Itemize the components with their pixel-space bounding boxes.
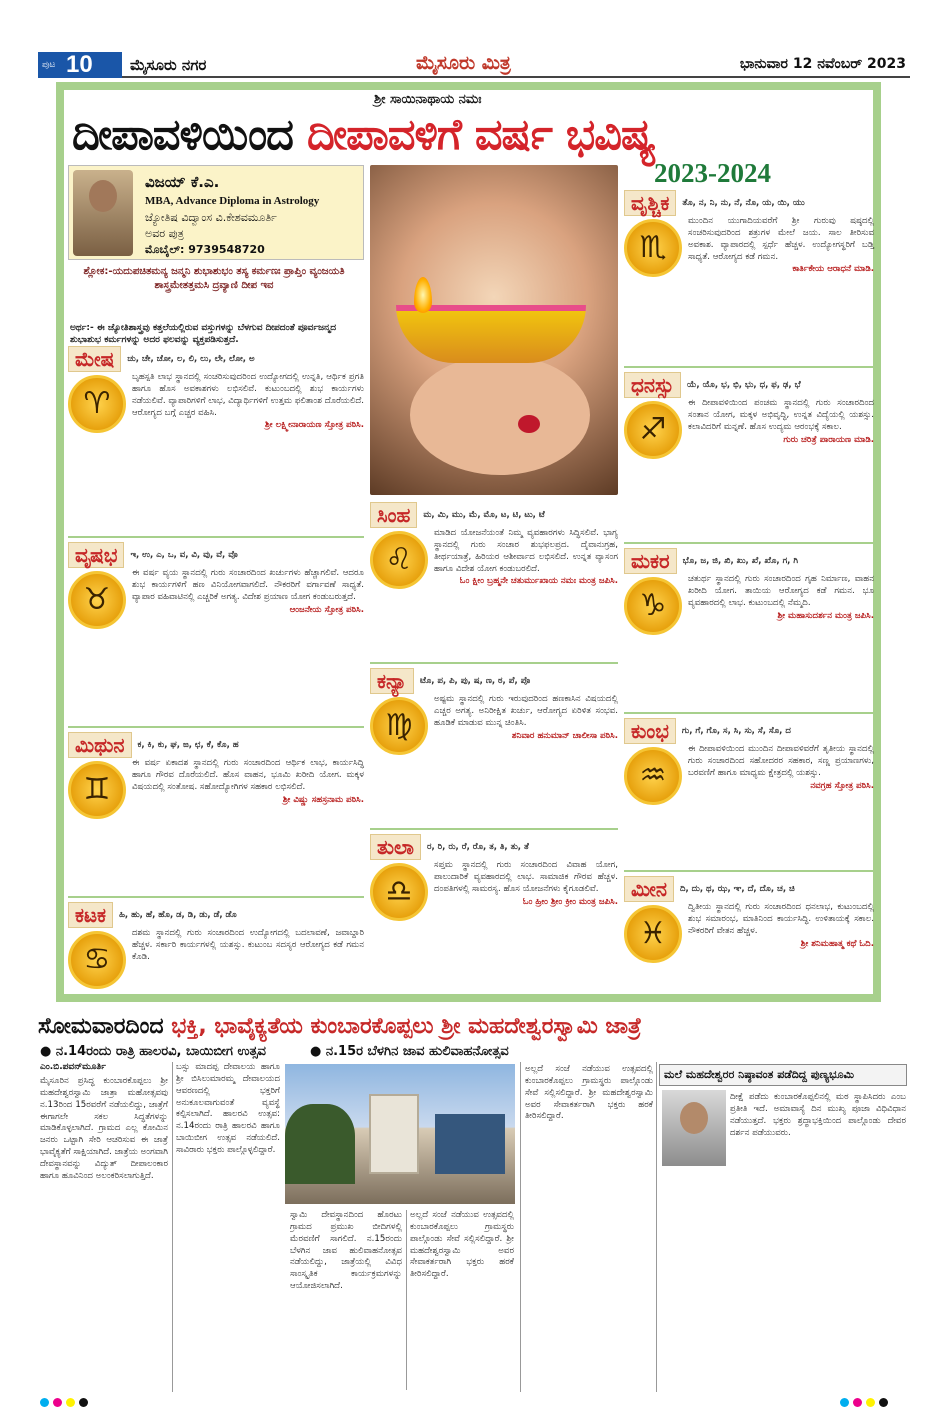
sign-mithuna (68, 732, 364, 821)
sign-remedy: ಆಂಜನೇಯ ಸ್ತೋತ್ರ ಪಠಿಸಿ. (289, 604, 364, 615)
diya-lamp (396, 305, 586, 363)
ram-icon: ♈ (68, 375, 126, 433)
sign-kataka (68, 902, 364, 991)
sign-text: ಈ ದೀಪಾವಳಿಯಿಂದ ಮುಂದಿನ ದೀಪಾವಳಿವರೆಗೆ ತೃತೀಯ ಸ್ಥಾನದಲ್ಲಿ ಗುರು ಸಂಚಾರದಿಂದ ಸಹೋದರರ ಸಹಕಾರ, ಸಣ್ಣ ಪ್ರಯಾಣಗಳು, ಬರವಣಿಗೆ ಹಾಗೂ ಮಾಧ್ಯಮ ಕ್ಷೇತ್ರದಲ್ಲಿ ಯಶಸ್ಸು. (688, 744, 874, 778)
cyan-dot (840, 1398, 849, 1407)
sign-text: ಸಪ್ತಮ ಸ್ಥಾನದಲ್ಲಿ ಗುರು ಸಂಚಾರದಿಂದ ವಿವಾಹ ಯೋಗ, ಪಾಲುದಾರಿಕೆ ವ್ಯವಹಾರದಲ್ಲಿ ಲಾಭ. ಸಾಮಾಜಿಕ ಗೌರವ ಹೆಚ್ಚಳ. ದಂಪತಿಗಳಲ್ಲಿ ಸಾಮರಸ್ಯ. ಹೊಸ ಯೋಜನೆಗಳು ಕೈಗೂಡಲಿವೆ. (434, 860, 618, 894)
water-bearer-icon: ♒ (624, 747, 682, 805)
sign-text: ಈ ವರ್ಷ ವ್ಯಯ ಸ್ಥಾನದಲ್ಲಿ ಗುರು ಸಂಚಾರದಿಂದ ಖರ್ಚುಗಳು ಹೆಚ್ಚಾಗಲಿವೆ. ಆದರೂ ಶುಭ ಕಾರ್ಯಗಳಿಗೆ ಹಣ ವಿನಿಯೋಗವಾಗಲಿದೆ. ನೌಕರರಿಗೆ ವರ್ಗಾವಣೆ ಸಾಧ್ಯತೆ. ವ್ಯಾಪಾರ ವಹಿವಾಟಿನಲ್ಲಿ ಎಚ್ಚರಿಕೆ ಅಗತ್ಯ. ವಿದೇಶ ಪ್ರಯಾಣ ಯೋಗ ಕಂಡುಬರುತ್ತದೆ. (132, 568, 364, 602)
sign-title: ವೃಶ್ಚಿಕ (624, 190, 676, 216)
sign-remedy: ಶ್ರೀ ವಿಷ್ಣು ಸಹಸ್ರನಾಮ ಪಠಿಸಿ. (282, 794, 364, 805)
divider (68, 726, 364, 728)
sign-text: ದ್ವಿತೀಯ ಸ್ಥಾನದಲ್ಲಿ ಗುರು ಸಂಚಾರದಿಂದ ಧನಲಾಭ, ಕುಟುಂಬದಲ್ಲಿ ಶುಭ ಸಮಾರಂಭ, ಮಾತಿನಿಂದ ಕಾರ್ಯಸಿದ್ಧಿ. ಉಳಿತಾಯಕ್ಕೆ ಸಕಾಲ. ನೌಕರರಿಗೆ ವೇತನ ಹೆಚ್ಚಳ. (688, 902, 874, 936)
invocation: ಶ್ರೀ ಸಾಯಿನಾಥಾಯ ನಮಃ (374, 92, 482, 107)
sign-remedy: ನವಗ್ರಹ ಸ್ತೋತ್ರ ಪಠಿಸಿ. (810, 780, 874, 791)
sign-text: ಈ ವರ್ಷ ಏಕಾದಶ ಸ್ಥಾನದಲ್ಲಿ ಗುರು ಸಂಚಾರದಿಂದ ಆರ್ಥಿಕ ಲಾಭ, ಕಾರ್ಯಸಿದ್ಧಿ ಹಾಗೂ ಗೌರವ ದೊರೆಯಲಿದೆ. ಹೊಸ ವಾಹನ, ಭೂಮಿ ಖರೀದಿ ಯೋಗ. ಮಕ್ಕಳ ವಿಷಯದಲ್ಲಿ ಸಂತೋಷ. ಸಹೋದ್ಯೋಗಿಗಳ ಸಹಕಾರ ಲಭಿಸಲಿದೆ. (132, 758, 364, 792)
story-column-3: ಸ್ವಾಮಿ ದೇವಸ್ಥಾನದಿಂದ ಹೊರಟು ಗ್ರಾಮದ ಪ್ರಮುಖ ಬೀದಿಗಳಲ್ಲಿ ಮೆರವಣಿಗೆ ಸಾಗಲಿದೆ. ನ.15ರಂದು ಬೆಳಗಿನ ಜಾವ ಹುಲಿವಾಹನೋತ್ಸವ ನಡೆಯಲಿದ್ದು, ಜಾತ್ರೆಯಲ್ಲಿ ವಿವಿಧ ಸಾಂಸ್ಕೃತಿಕ ಕಾರ್ಯಕ್ರಮಗಳನ್ನು ಆಯೋಜಿಸಲಾಗಿದೆ. (290, 1210, 402, 1292)
flame-icon (414, 277, 432, 313)
author-phone: ಮೊಬೈಲ್: 9739548720 (145, 242, 265, 256)
nail-shape (518, 415, 540, 433)
story-column-2: ಬಸ್ಸು ಮಾದಪ್ಪ ದೇವಾಲಯ ಹಾಗೂ ಶ್ರೀ ಬಿಸಿಲುಮಾರಮ್ಮ ದೇವಾಲಯದ ಆವರಣದಲ್ಲಿ ಭಕ್ತರಿಗೆ ಅನುಕೂಲವಾಗುವಂತೆ ವ್ಯವಸ್ಥೆ ಕಲ್ಪಿಸಲಾಗಿದೆ. ಹಾಲರವಿ ಉತ್ಸವ: ನ.14ರಂದು ರಾತ್ರಿ ಹಾಲರವಿ ಹಾಗೂ ಬಾಯಿಬೀಗ ಉತ್ಸವ ನಡೆಯಲಿದೆ. ಸಾವಿರಾರು ಭಕ್ತರು ಪಾಲ್ಗೊಳ್ಳಲಿದ್ದಾರೆ. (176, 1062, 280, 1156)
print-registration-marks-right (840, 1398, 888, 1408)
sign-letters: ಟೊ, ಪ, ಪಿ, ಪು, ಷ, ಣ, ಠ, ಪೆ, ಪೊ (419, 676, 531, 686)
author-name: ವಿಜಯ್ ಕೆ.ಎ. (145, 173, 220, 191)
story-column-1: ಮೈಸೂರಿನ ಪ್ರಸಿದ್ಧ ಕುಂಬಾರಕೊಪ್ಪಲು ಶ್ರೀ ಮಹದೇಶ್ವರಸ್ವಾಮಿ ಜಾತ್ರಾ ಮಹೋತ್ಸವವು ನ.13ರಿಂದ 15ರವರೆಗೆ ನಡೆಯಲಿದ್ದು, ಜಾತ್ರೆಗೆ ಈಗಾಗಲೇ ಸಕಲ ಸಿದ್ಧತೆಗಳನ್ನು ಮಾಡಿಕೊಳ್ಳಲಾಗಿದೆ. ಗ್ರಾಮದ ಎಲ್ಲ ಕೋಮಿನ ಜನರು ಒಟ್ಟಾಗಿ ಸೇರಿ ಆಚರಿಸುವ ಈ ಜಾತ್ರೆ ಭಾವೈಕ್ಯತೆಗೆ ಸಾಕ್ಷಿಯಾಗಿದೆ. ಜಾತ್ರೆಯ ಅಂಗವಾಗಿ ದೇವಸ್ಥಾನವನ್ನು ವಿದ್ಯುತ್ ದೀಪಾಲಂಕಾರ ಹಾಗೂ ಹೂವಿನಿಂದ ಅಲಂಕರಿಸಲಾಗುತ್ತಿದೆ. (40, 1076, 168, 1181)
divider (624, 366, 874, 368)
sign-remedy: ಶ್ರೀ ಶನಿಮಹಾತ್ಮ ಕಥೆ ಓದಿ. (800, 938, 874, 949)
story-column-4: ಅಲ್ಲದೆ ಸಂಜೆ ನಡೆಯುವ ಉತ್ಸವದಲ್ಲಿ ಕುಂಬಾರಕೊಪ್ಪಲು ಗ್ರಾಮಸ್ಥರು ಪಾಲ್ಗೊಂಡು ಸೇವೆ ಸಲ್ಲಿಸಲಿದ್ದಾರೆ. ಶ್ರೀ ಮಹದೇಶ್ವರಸ್ವಾಮಿ ಅವರ ಸೇವಾಕರ್ತರಾಗಿ ಭಕ್ತರು ಹರಕೆ ತೀರಿಸಲಿದ್ದಾರೆ. (525, 1064, 653, 1122)
divider (624, 712, 874, 714)
author-role: ಅವರ ಪುತ್ರ (145, 226, 184, 240)
twins-icon: ♊ (68, 761, 126, 819)
diya-photo (370, 165, 618, 495)
archer-icon: ♐ (624, 401, 682, 459)
divider (370, 662, 618, 664)
goat-icon: ♑ (624, 577, 682, 635)
horoscope-feature (56, 82, 881, 1002)
story-headline (38, 1014, 910, 1039)
author-box (68, 165, 364, 260)
sign-title: ಕಟಕ (68, 902, 113, 928)
sign-remedy: ಕಾರ್ತಿಕೇಯ ಆರಾಧನೆ ಮಾಡಿ. (792, 264, 874, 275)
sign-letters: ಗು, ಗೆ, ಗೊ, ಸ, ಸಿ, ಸು, ಸೆ, ಸೊ, ದ (681, 726, 791, 736)
yellow-dot (66, 1398, 75, 1407)
cyan-dot (40, 1398, 49, 1407)
divider (624, 870, 874, 872)
column-rule (406, 1210, 407, 1390)
sign-vrushabha (68, 542, 364, 631)
column-rule (656, 1062, 657, 1392)
magenta-dot (53, 1398, 62, 1407)
author-info (145, 172, 319, 258)
story-column-5: ದೀಕ್ಷೆ ಪಡೆದು ಕುಂಬಾರಕೊಪ್ಪಲಿನಲ್ಲಿ ಮಠ ಸ್ಥಾಪಿಸಿದರು ಎಂಬ ಪ್ರತೀತಿ ಇದೆ. ಅಮಾವಾಸ್ಯೆ ದಿನ ಮುಖ್ಯ ಪೂಜಾ ವಿಧಿವಿಧಾನ ನಡೆಯುತ್ತದೆ. ಭಕ್ತರು ಶ್ರದ್ಧಾಭಕ್ತಿಯಿಂದ ಪಾಲ್ಗೊಂಡು ದೇವರ ದರ್ಶನ ಪಡೆಯುವರು. (730, 1092, 906, 1138)
sign-letters: ಭೊ, ಜ, ಜಿ, ಖಿ, ಖು, ಖೆ, ಖೊ, ಗ, ಗಿ (682, 556, 798, 566)
scales-icon: ♎ (370, 863, 428, 921)
sign-letters: ಮ, ಮಿ, ಮು, ಮೆ, ಮೊ, ಟ, ಟಿ, ಟು, ಟೆ (423, 510, 545, 520)
sign-title: ಕನ್ಯಾ (370, 668, 414, 694)
page-number: 10 (66, 51, 93, 78)
divider (370, 828, 618, 830)
issue-date: ಭಾನುವಾರ 12 ನವೆಂಬರ್ 2023 (739, 56, 906, 72)
headline-part-2: ದೀಪಾವಳಿಗೆ ವರ್ಷ ಭವಿಷ್ಯ (306, 110, 656, 160)
page-label: ಪುಟ (42, 60, 56, 70)
black-dot (79, 1398, 88, 1407)
year-range: 2023-2024 (654, 158, 771, 188)
tree-shape (285, 1104, 355, 1184)
sign-remedy: ಗುರು ಚರಿತ್ರೆ ಪಾರಾಯಣ ಮಾಡಿ. (783, 434, 874, 445)
sign-letters: ಹಿ, ಹು, ಹೆ, ಹೊ, ಡ, ಡಿ, ಡು, ಡೆ, ಡೊ (119, 910, 237, 920)
sign-text: ದಶಮ ಸ್ಥಾನದಲ್ಲಿ ಗುರು ಸಂಚಾರದಿಂದ ಉದ್ಯೋಗದಲ್ಲಿ ಬದಲಾವಣೆ, ಜವಾಬ್ದಾರಿ ಹೆಚ್ಚಳ. ಸರ್ಕಾರಿ ಕಾರ್ಯಗಳಲ್ಲಿ ಯಶಸ್ಸು. ಕುಟುಂಬ ಸದಸ್ಯರ ಆರೋಗ್ಯದ ಕಡೆ ಗಮನ ಕೊಡಿ. (132, 928, 364, 962)
page-number-badge (38, 52, 122, 78)
temple-photo (285, 1064, 515, 1204)
story-headline-b: ಭಕ್ತಿ, ಭಾವೈಕ್ಯತೆಯ ಕುಂಬಾರಕೊಪ್ಪಲು ಶ್ರೀ ಮಹದೇಶ್ವರಸ್ವಾಮಿ ಜಾತ್ರೆ (171, 1014, 642, 1039)
temple-tower (369, 1094, 419, 1174)
temple-shed (435, 1114, 505, 1174)
sign-title: ಮೇಷ (68, 346, 121, 372)
black-dot (879, 1398, 888, 1407)
sidebar-headline: ಮಲೆ ಮಹದೇಶ್ವರರ ನಿಷ್ಠಾವಂತ ಪಡೆದಿದ್ದ ಪುಣ್ಯಭೂಮಿ (659, 1064, 907, 1086)
sign-text: ಬೃಹಸ್ಪತಿ ಲಾಭ ಸ್ಥಾನದಲ್ಲಿ ಸಂಚರಿಸುವುದರಿಂದ ಉದ್ಯೋಗದಲ್ಲಿ ಉನ್ನತಿ, ಆರ್ಥಿಕ ಪ್ರಗತಿ ಹಾಗೂ ಹೊಸ ಅವಕಾಶಗಳು ಲಭಿಸಲಿವೆ. ಕುಟುಂಬದಲ್ಲಿ ಶುಭ ಕಾರ್ಯಗಳು ನಡೆಯಲಿವೆ. ವ್ಯಾಪಾರಿಗಳಿಗೆ ಲಾಭ, ವಿದ್ಯಾರ್ಥಿಗಳಿಗೆ ಉತ್ತಮ ಫಲಿತಾಂಶ ದೊರೆಯಲಿದೆ. ಆರೋಗ್ಯದ ಬಗ್ಗೆ ಎಚ್ಚರ ವಹಿಸಿ. (132, 372, 364, 418)
section-name: ಮೈಸೂರು ನಗರ (130, 56, 207, 74)
sign-makara (624, 548, 874, 637)
hand-shape (410, 355, 590, 475)
sign-title: ಮಕರ (624, 548, 677, 574)
sign-meena (624, 876, 874, 965)
column-rule (172, 1062, 173, 1392)
sign-remedy: ಶ್ರೀ ಲಕ್ಷ್ಮೀನಾರಾಯಣ ಸ್ತೋತ್ರ ಪಠಿಸಿ. (265, 420, 364, 431)
sign-letters: ಯೆ, ಯೊ, ಭ, ಭಿ, ಭು, ಧ, ಫ, ಢ, ಭೆ (686, 380, 801, 390)
sign-vrushchika (624, 190, 874, 279)
sloka: ಶ್ಲೋಕ:-ಯದುಪಚಿತಮನ್ಯ ಜನ್ಮನಿ ಶುಭಾಶುಭಂ ತಸ್ಯ ಕರ್ಮಣಃ ಪ್ರಾಪ್ತಿಂ ವ್ಯಂಜಯತಿ ಶಾಸ್ತ್ರಮೇತತ್ತಮಸಿ ದ್ರವ್ಯಾಣಿ ದೀಪ ಇವ (83, 266, 345, 291)
fish-icon: ♓ (624, 905, 682, 963)
author-photo (73, 170, 133, 256)
sign-tula (370, 834, 618, 923)
sign-remedy: ಓಂ ಹ್ರೀಂ ಶ್ರೀಂ ಕ್ರೀಂ ಮಂತ್ರ ಜಪಿಸಿ. (522, 896, 618, 907)
author-title: ಜ್ಯೋತಿಷ ವಿದ್ವಾಂಸ ವಿ.ಕೇಶವಮೂರ್ತಿ (145, 210, 277, 224)
sign-remedy: ಓಂ ಕ್ಷೀಂ ಬ್ರಹ್ಮನೇ ಚತುರ್ಮುಖಾಯ ನಮಃ ಮಂತ್ರ ಜಪಿಸಿ. (459, 576, 618, 587)
story-headline-a: ಸೋಮವಾರದಿಂದ (38, 1014, 172, 1039)
sign-letters: ಕ, ಕಿ, ಕು, ಘ, ಙ, ಛ, ಕೆ, ಕೊ, ಹ (137, 740, 239, 750)
sign-text: ಮಾಡಿದ ಯೋಜನೆಯಂತೆ ನಿಮ್ಮ ವ್ಯವಹಾರಗಳು ಸಿದ್ಧಿಸಲಿವೆ. ಭಾಗ್ಯ ಸ್ಥಾನದಲ್ಲಿ ಗುರು ಸಂಚಾರ ಶುಭಫಲಪ್ರದ. ದೈವಾನುಗ್ರಹ, ತೀರ್ಥಯಾತ್ರೆ, ಹಿರಿಯರ ಆಶೀರ್ವಾದ ಲಭಿಸಲಿದೆ. ಉನ್ನತ ವ್ಯಾಸಂಗ ಹಾಗೂ ವಿದೇಶ ಯೋಗ ಕಂಡುಬರಲಿದೆ. (434, 528, 618, 574)
sign-letters: ತೊ, ನ, ನಿ, ನು, ನೆ, ನೊ, ಯ, ಯಿ, ಯು (682, 198, 805, 208)
column-rule (520, 1062, 521, 1392)
intro-text: ಅರ್ಥ:- ಈ ಜ್ಯೋತಿಶಾಸ್ತ್ರವು ಕತ್ತಲೆಯಲ್ಲಿರುವ ವಸ್ತುಗಳನ್ನು ಬೆಳಗುವ ದೀಪದಂತೆ ಪೂರ್ವಜನ್ಮದ ಶುಭಾಶುಭ ಕರ್ಮಗಳನ್ನು ಅದರ ಫಲವನ್ನು ವ್ಯಕ್ತಪಡಿಸುತ್ತದೆ. (70, 323, 337, 346)
sign-letters: ಇ, ಉ, ಎ, ಒ, ವ, ವಿ, ವು, ವೆ, ವೊ (130, 550, 238, 560)
sign-letters: ರ, ರಿ, ರು, ರೆ, ರೊ, ತ, ತಿ, ತು, ತೆ (426, 842, 529, 852)
story-subhead-1: ● ನ.14ರಂದು ರಾತ್ರಿ ಹಾಲರವಿ, ಬಾಯಿಬೀಗ ಉತ್ಸವ (40, 1044, 266, 1059)
sign-title: ತುಲಾ (370, 834, 421, 860)
sign-text: ಚತುರ್ಥ ಸ್ಥಾನದಲ್ಲಿ ಗುರು ಸಂಚಾರದಿಂದ ಗೃಹ ನಿರ್ಮಾಣ, ವಾಹನ ಖರೀದಿ ಯೋಗ. ತಾಯಿಯ ಆರೋಗ್ಯದ ಕಡೆ ಗಮನ. ಭೂ ವ್ಯವಹಾರದಲ್ಲಿ ಲಾಭ. ಕುಟುಂಬದಲ್ಲಿ ನೆಮ್ಮದಿ. (688, 574, 874, 608)
sign-title: ಮಿಥುನ (68, 732, 132, 758)
sign-kanya (370, 668, 618, 757)
maiden-icon: ♍ (370, 697, 428, 755)
sign-remedy: ಶನಿವಾರ ಹನುಮಾನ್ ಚಾಲೀಸಾ ಪಠಿಸಿ. (511, 730, 618, 741)
scorpion-icon: ♏ (624, 219, 682, 277)
sign-title: ಕುಂಭ (624, 718, 676, 744)
divider (68, 896, 364, 898)
headline-part-1: ದೀಪಾವಳಿಯಿಂದ (72, 110, 307, 160)
elder-photo (662, 1090, 726, 1166)
print-registration-marks-left (40, 1398, 88, 1408)
masthead (38, 52, 910, 78)
story-column-4a: ಅಲ್ಲದೆ ಸಂಜೆ ನಡೆಯುವ ಉತ್ಸವದಲ್ಲಿ ಕುಂಬಾರಕೊಪ್ಪಲು ಗ್ರಾಮಸ್ಥರು ಪಾಲ್ಗೊಂಡು ಸೇವೆ ಸಲ್ಲಿಸಲಿದ್ದಾರೆ. ಶ್ರೀ ಮಹದೇಶ್ವರಸ್ವಾಮಿ ಅವರ ಸೇವಾಕರ್ತರಾಗಿ ಭಕ್ತರು ಹರಕೆ ತೀರಿಸಲಿದ್ದಾರೆ. (410, 1210, 514, 1280)
byline: ಎಂ.ಬಿ.ಪವನ್‌ಮೂರ್ತಿ (40, 1062, 106, 1072)
feature-headline (72, 110, 872, 160)
magenta-dot (853, 1398, 862, 1407)
divider (68, 536, 364, 538)
sign-title: ವೃಷಭ (68, 542, 124, 568)
sign-title: ಮೀನ (624, 876, 674, 902)
sign-simha (370, 502, 618, 591)
sign-kumbha (624, 718, 874, 807)
sign-remedy: ಶ್ರೀ ಮಹಾಸುದರ್ಶನ ಮಂತ್ರ ಜಪಿಸಿ. (777, 610, 874, 621)
sign-text: ಮುಂದಿನ ಯುಗಾದಿಯವರೆಗೆ ಶ್ರೀ ಗುರುವು ಷಷ್ಠದಲ್ಲಿ ಸಂಚರಿಸುವುದರಿಂದ ಶತ್ರುಗಳ ಮೇಲೆ ಜಯ. ಸಾಲ ತೀರಿಸುವ ಅವಕಾಶ. ವ್ಯಾಪಾರದಲ್ಲಿ ಸ್ಪರ್ಧೆ ಹೆಚ್ಚಳ. ಉದ್ಯೋಗಸ್ಥರಿಗೆ ಬಡ್ತಿ ಸಾಧ್ಯತೆ. ಆರೋಗ್ಯದ ಕಡೆ ಗಮನ. (688, 216, 874, 262)
sign-mesha (68, 346, 364, 435)
crab-icon: ♋ (68, 931, 126, 989)
lion-icon: ♌ (370, 531, 428, 589)
story-subhead-2: ● ನ.15ರ ಬೆಳಗಿನ ಜಾವ ಹುಲಿವಾಹನೋತ್ಸವ (310, 1044, 509, 1059)
sign-letters: ದಿ, ದು, ಥ, ಝ, ಞ, ದೆ, ದೊ, ಚ, ಚಿ (680, 884, 795, 894)
sign-text: ಅಷ್ಟಮ ಸ್ಥಾನದಲ್ಲಿ ಗುರು ಇರುವುದರಿಂದ ಹಣಕಾಸಿನ ವಿಷಯದಲ್ಲಿ ಎಚ್ಚರ ಅಗತ್ಯ. ಅನಿರೀಕ್ಷಿತ ಖರ್ಚು, ಆರೋಗ್ಯದ ಏರಿಳಿತ ಸಂಭವ. ಹೂಡಿಕೆ ಮಾಡುವ ಮುನ್ನ ಚಿಂತಿಸಿ. (434, 694, 618, 728)
sign-dhanassu (624, 372, 874, 461)
sign-title: ಸಿಂಹ (370, 502, 417, 528)
author-qualification: MBA, Advance Diploma in Astrology (145, 194, 320, 207)
sign-letters: ಚು, ಚೇ, ಚೋ, ಲ, ಲಿ, ಲು, ಲೇ, ಲೋ, ಅ (127, 354, 255, 364)
yellow-dot (866, 1398, 875, 1407)
newspaper-logo: ಮೈಸೂರು ಮಿತ್ರ (416, 52, 511, 74)
sign-title: ಧನಸ್ಸು (624, 372, 681, 398)
sign-text: ಈ ದೀಪಾವಳಿಯಿಂದ ಪಂಚಮ ಸ್ಥಾನದಲ್ಲಿ ಗುರು ಸಂಚಾರದಿಂದ ಸಂತಾನ ಯೋಗ, ಮಕ್ಕಳ ಅಭಿವೃದ್ಧಿ, ಉನ್ನತ ವಿದ್ಯೆಯಲ್ಲಿ ಯಶಸ್ಸು. ಕಲಾವಿದರಿಗೆ ಮನ್ನಣೆ. ಹೊಸ ಉದ್ಯಮ ಆರಂಭಕ್ಕೆ ಸಕಾಲ. (688, 398, 874, 432)
divider (624, 542, 874, 544)
bull-icon: ♉ (68, 571, 126, 629)
